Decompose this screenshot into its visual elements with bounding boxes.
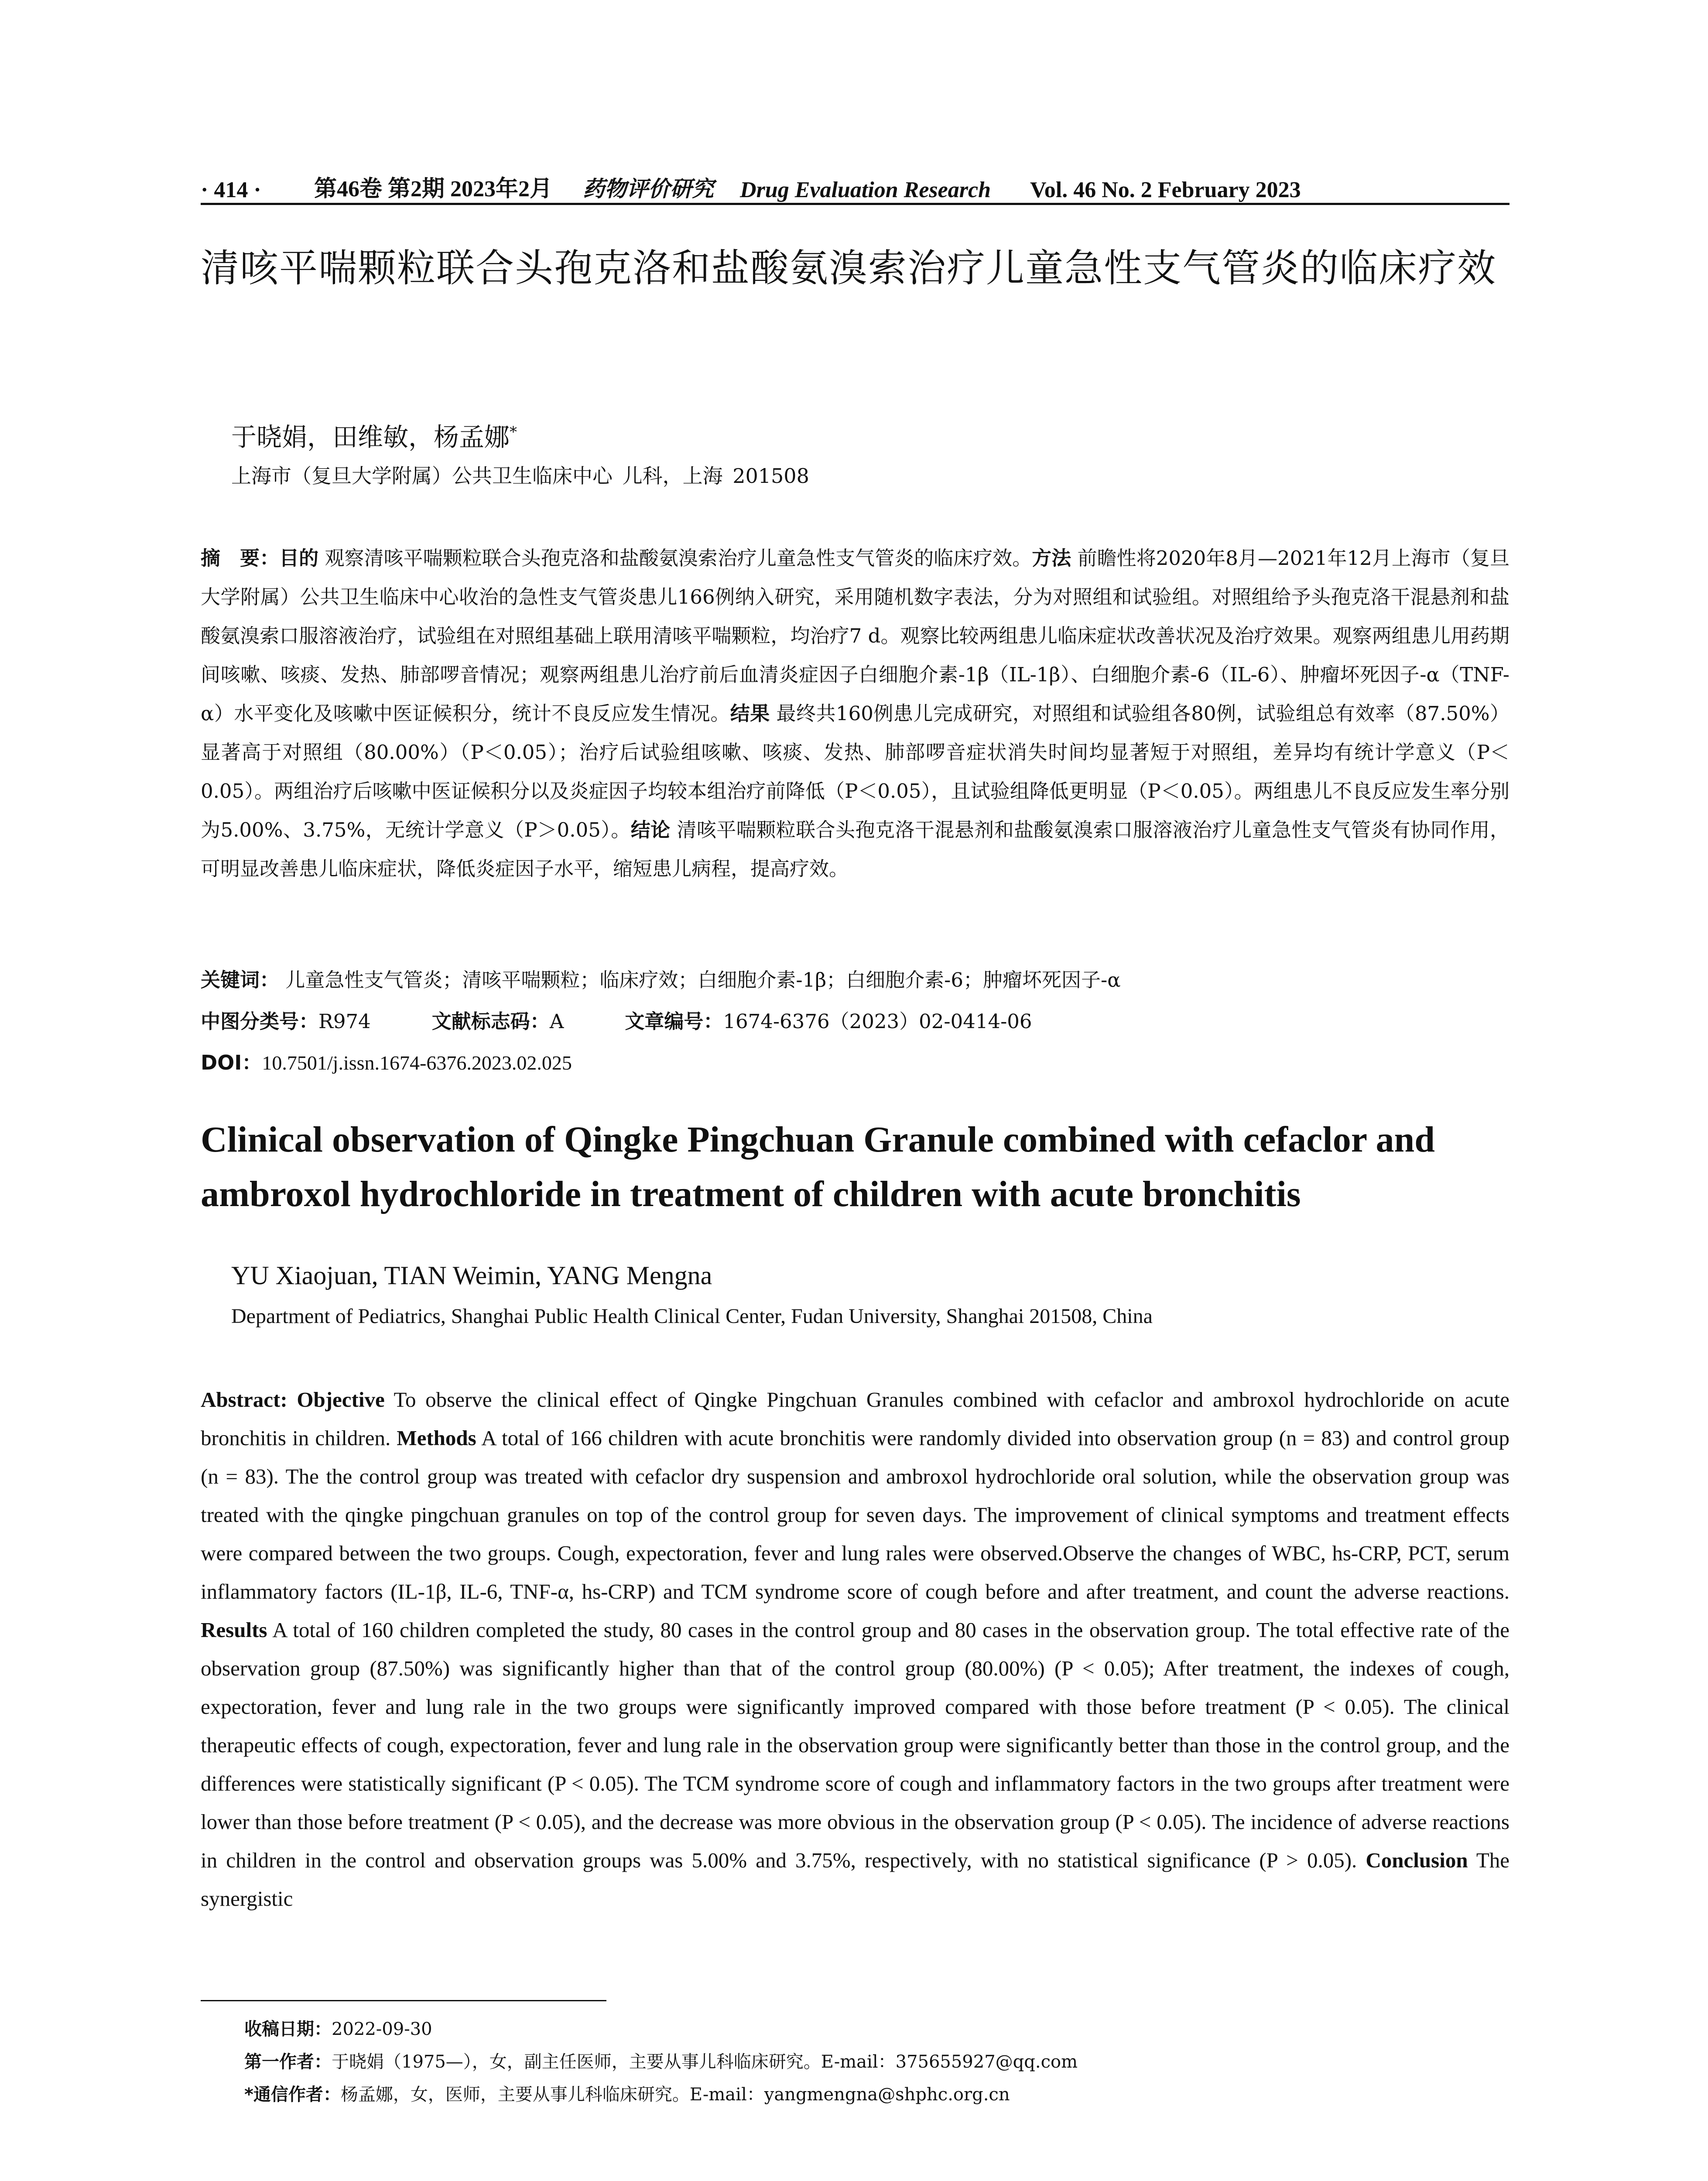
journal-logo-cn: 药物评价研究 — [583, 176, 714, 202]
first-author-label: 第一作者： — [244, 2052, 332, 2072]
cn-conclusion-label: 结论 — [630, 818, 671, 841]
en-abstract — [201, 1381, 1509, 1918]
en-objective-label: Objective — [297, 1388, 385, 1412]
en-results-label: Results — [201, 1618, 267, 1642]
en-conclusion-text: The synergistic — [201, 1848, 1509, 1911]
volume-info: Vol. 46 No. 2 February 2023 — [1030, 178, 1301, 202]
header-rule — [201, 203, 1509, 205]
corresponding-text: 杨孟娜，女，医师，主要从事儿科临床研究。E-mail：yangmengna@shphc.org.cn — [340, 2085, 1010, 2105]
cn-objective-text: 观察清咳平喘颗粒联合头孢克洛和盐酸氨溴索治疗儿童急性支气管炎的临床疗效。 — [318, 547, 1032, 570]
cn-keywords-text: 儿童急性支气管炎；清咳平喘颗粒；临床疗效；白细胞介素-1β；白细胞介素-6；肿瘤坏死因子-α — [285, 968, 1121, 991]
issue-info: 第46卷 第2期 2023年2月 — [314, 177, 553, 202]
en-results-text: A total of 160 children completed the study, 80 cases in the control group and 80 cases in the observation group. The total effective rate of the observation group (87.50%) was significantly higher than that of the control group (80.00%) (P < 0.05); After treatment, the indexes of cough, expectoration, fever and lung rale in the two groups were significantly improved compared with those before treatment (P < 0.05). The clinical therapeutic effects of cough, expectoration, fever and lung rale in the observation group were significantly better than those in the control group, and the differences were statistically significant (P < 0.05). The TCM syndrome score of cough and inflammatory factors in the two groups after treatment were lower than those before treatment (P < 0.05), and the decrease was more obvious in the observation group (P < 0.05). The incidence of adverse reactions in children in the control and observation groups was 5.00% and 3.75%, respectively, with no statistical significance (P > 0.05). — [201, 1618, 1509, 1872]
doi-link[interactable]: 10.7501/j.issn.1674-6376.2023.02.025 — [262, 1052, 572, 1074]
doc-code-value: A — [549, 1010, 564, 1033]
en-methods-text: A total of 166 children with acute bronchitis were randomly divided into observation group (n = 83) and control group (n = 83). The the control group was treated with cefaclor dry suspension and ambroxol hydrochloride oral solution, while the observation group was treated with the qingke pingchuan granules on top of the control group for seven days. The improvement of clinical symptoms and treatment effects were compared between the two groups. Cough, expectoration, fever and lung rales were observed.Observe the changes of WBC, hs-CRP, PCT, serum inflammatory factors (IL-1β, IL-6, TNF-α, hs-CRP) and TCM syndrome score of cough before and after treatment, and count the adverse reactions. — [201, 1426, 1509, 1603]
cn-conclusion-text: 清咳平喘颗粒联合头孢克洛干混悬剂和盐酸氨溴索口服溶液治疗儿童急性支气管炎有协同作用，可明显改善患儿临床症状，降低炎症因子水平，缩短患儿病程，提高疗效。 — [201, 818, 1509, 880]
received-date: 2022-09-30 — [332, 2019, 432, 2039]
cn-keywords-label: 关键词： — [201, 968, 280, 991]
article-no-label: 文章编号： — [625, 1010, 723, 1033]
footnote-received — [244, 2015, 432, 2040]
classification-line — [201, 1005, 1509, 1034]
cn-results-text: 最终共160例患儿完成研究，对照组和试验组各80例，试验组总有效率（87.50%）显著高于对照组（80.00%）（P＜0.05）；治疗后试验组咳嗽、咳痰、发热、肺部啰音症状消失时间均显著短于对照组，差异均有统计学意义（P＜0.05）。两组治疗后咳嗽中医证候积分以及炎症因子均较本组治疗前降低（P＜0.05），且试验组降低更明显（P＜0.05）。两组患儿不良反应发生率分别为5.00%、3.75%，无统计学意义（P＞0.05）。 — [201, 702, 1510, 841]
article-no-value: 1674-6376（2023）02-0414-06 — [723, 1010, 1032, 1033]
cn-authors — [231, 417, 517, 453]
footnote-rule — [201, 2000, 606, 2001]
cn-abstract — [201, 539, 1509, 888]
cn-author-names: 于晓娟，田维敏，杨孟娜 — [231, 422, 510, 452]
corresponding-label: *通信作者： — [244, 2085, 341, 2105]
en-title: Clinical observation of Qingke Pingchuan Granule combined with cefaclor and ambroxol hydrochloride in treatment of children with acute bronchitis — [201, 1119, 1435, 1214]
en-objective-text: To observe the clinical effect of Qingke Pingchuan Granules combined with cefaclor and ambroxol hydrochloride on acute bronchitis in children. — [201, 1388, 1510, 1450]
cn-affiliation: 上海市（复旦大学附属）公共卫生临床中心 儿科，上海 201508 — [231, 464, 809, 488]
doi-label: DOI： — [201, 1051, 262, 1074]
footnote-corresponding — [244, 2081, 1010, 2106]
received-label: 收稿日期： — [244, 2019, 332, 2039]
cn-results-label: 结果 — [730, 702, 770, 725]
cn-objective-label: 目的 — [279, 547, 319, 570]
cn-keywords — [201, 964, 1509, 992]
cn-title: 清咳平喘颗粒联合头孢克洛和盐酸氨溴索治疗儿童急性支气管炎的临床疗效 — [201, 246, 1497, 291]
en-authors: YU Xiaojuan, TIAN Weimin, YANG Mengna — [231, 1261, 712, 1290]
en-conclusion-label: Conclusion — [1366, 1848, 1468, 1872]
cn-methods-label: 方法 — [1032, 547, 1071, 570]
first-author-text: 于晓娟（1975—），女，副主任医师，主要从事儿科临床研究。E-mail：375655927@qq.com — [332, 2052, 1078, 2072]
clc-value: R974 — [318, 1010, 371, 1033]
journal-name-en: Drug Evaluation Research — [740, 178, 991, 202]
running-header — [201, 168, 1509, 203]
clc-label: 中图分类号： — [201, 1010, 319, 1033]
en-abstract-label: Abstract: — [201, 1388, 288, 1412]
page-number: · 414 · — [201, 178, 261, 202]
cn-methods-text: 前瞻性将2020年8月—2021年12月上海市（复旦大学附属）公共卫生临床中心收治的急性支气管炎患儿166例纳入研究，采用随机数字表法，分为对照组和试验组。对照组给予头孢克洛干混悬剂和盐酸氨溴索口服溶液治疗，试验组在对照组基础上联用清咳平喘颗粒，均治疗7 d。观察比较两组患儿临床症状改善状况及治疗效果。观察两组患儿用药期间咳嗽、咳痰、发热、肺部啰音情况；观察两组患儿治疗前后血清炎症因子白细胞介素-1β（IL-1β）、白细胞介素-6（IL-6）、肿瘤坏死因子-α（TNF-α）水平变化及咳嗽中医证候积分，统计不良反应发生情况。 — [201, 547, 1509, 725]
doi-line — [201, 1047, 1509, 1076]
doc-code-label: 文献标志码： — [431, 1010, 550, 1033]
en-affiliation: Department of Pediatrics, Shanghai Public Health Clinical Center, Fudan University, Shanghai 201508, China — [231, 1305, 1153, 1328]
footnote-first-author — [244, 2048, 1078, 2073]
corresponding-mark: * — [510, 423, 517, 441]
en-methods-label: Methods — [397, 1426, 476, 1450]
cn-abstract-label: 摘 要： — [201, 547, 280, 570]
